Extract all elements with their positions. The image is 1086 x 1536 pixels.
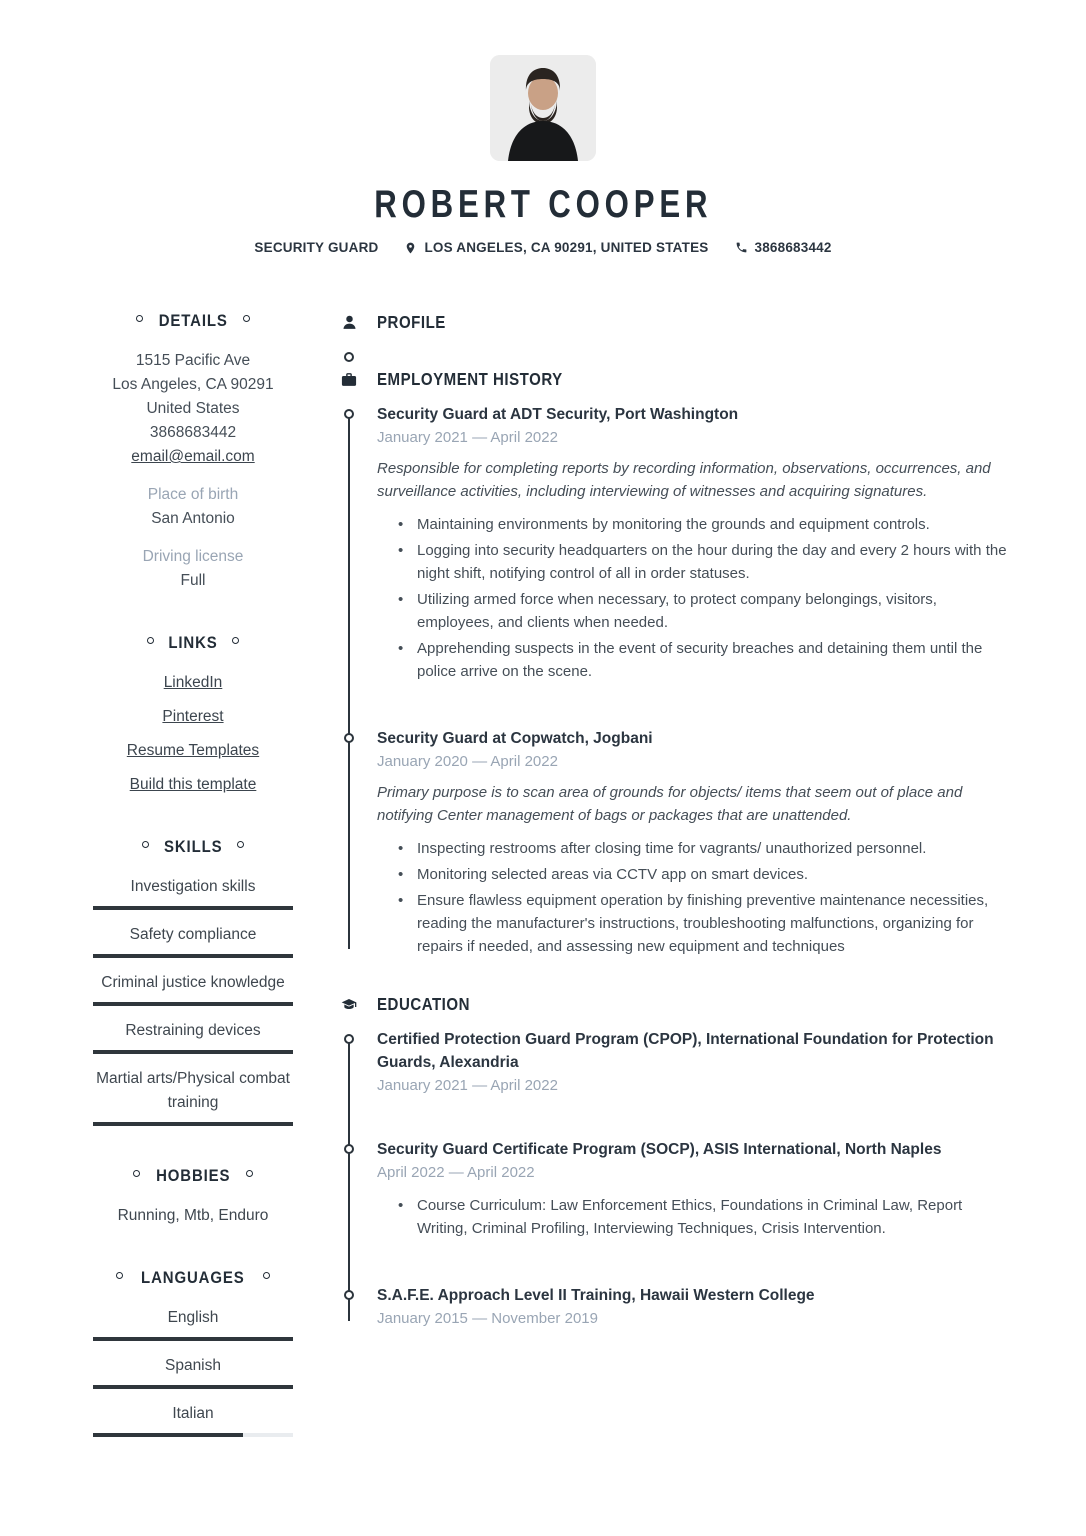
- language-item: [93, 1354, 293, 1389]
- education-section: [340, 994, 1010, 1330]
- address-line: 1515 Pacific Ave: [135, 352, 251, 369]
- ring-decoration-icon: [116, 1272, 123, 1279]
- bullet-item: • Ensure flawless equipment operation by finishing preventive maintenance necessities, reading the manufacturer's instructions, troubleshooting malfunctions, organizing for repairs if needed, and assessing new equipment and techniques: [398, 889, 1010, 958]
- profile-section: [340, 312, 1010, 333]
- skills-section: [93, 838, 293, 1126]
- employment-entries: [340, 403, 1010, 958]
- skill-item: [93, 1067, 293, 1126]
- graduation-cap-icon: [340, 997, 358, 1013]
- timeline-marker-icon: [344, 352, 354, 362]
- avatar: [490, 55, 596, 161]
- entry-title: Security Guard Certificate Program (SOCP), ASIS International, North Naples: [377, 1141, 942, 1158]
- bullet-item: • Apprehending suspects in the event of security breaches and detaining them until the police arrive on the scene.: [398, 637, 1010, 683]
- skills-title: SKILLS: [93, 838, 293, 856]
- entry-dates: January 2015 — November 2019: [377, 1310, 598, 1327]
- skill-label: Restraining devices: [125, 1022, 261, 1039]
- education-title: EDUCATION: [377, 994, 471, 1014]
- timeline-marker-icon: [344, 1144, 354, 1154]
- links-title: LINKS: [93, 634, 293, 652]
- timeline-marker-icon: [344, 1290, 354, 1300]
- briefcase-icon: [340, 371, 358, 388]
- skill-bar-fill: [93, 1385, 293, 1389]
- education-section-head: [340, 994, 1010, 1015]
- entry-dates: January 2020 — April 2022: [377, 753, 558, 770]
- education-entry: [377, 1284, 1010, 1330]
- skill-bar: [93, 954, 293, 958]
- sidebar-link[interactable]: Resume Templates: [126, 742, 260, 759]
- entry-dates: January 2021 — April 2022: [377, 429, 558, 446]
- education-entry: [377, 1138, 1010, 1284]
- ring-decoration-icon: [246, 1170, 253, 1177]
- entry-dates: January 2021 — April 2022: [377, 1077, 558, 1094]
- job-entry: [377, 403, 1010, 727]
- language-item: [93, 1402, 293, 1437]
- ring-decoration-icon: [142, 841, 149, 848]
- place-of-birth-value: San Antonio: [151, 510, 235, 527]
- location-item: LOS ANGELES, CA 90291, UNITED STATES: [404, 240, 708, 255]
- location-pin-icon: [404, 241, 417, 255]
- sidebar-link[interactable]: Pinterest: [162, 708, 224, 725]
- skill-item: [93, 875, 293, 910]
- entry-bullets: [377, 1194, 1010, 1240]
- entry-title: Security Guard at ADT Security, Port Washington: [377, 406, 739, 423]
- sidebar: [93, 312, 293, 1478]
- timeline-marker-icon: [344, 733, 354, 743]
- entry-title: Certified Protection Guard Program (CPOP), International Foundation for Protection Guards, Alexandria: [377, 1031, 994, 1071]
- entry-title: S.A.F.E. Approach Level II Training, Hawaii Western College: [377, 1287, 815, 1304]
- skill-item: [93, 923, 293, 958]
- entry-summary: Primary purpose is to scan area of grounds for objects/ items that seem out of place and notifying Center management of bags or packages that are unattended.: [377, 784, 963, 824]
- profile-title: PROFILE: [377, 312, 446, 332]
- ring-decoration-icon: [133, 1170, 140, 1177]
- ring-decoration-icon: [232, 637, 239, 644]
- entry-bullets: [377, 837, 1010, 958]
- sidebar-link[interactable]: Build this template: [129, 776, 257, 793]
- languages-section: [93, 1269, 293, 1437]
- employment-section: [340, 369, 1010, 958]
- address-block: [93, 349, 293, 421]
- skill-bar: [93, 1122, 293, 1126]
- timeline-marker-icon: [344, 409, 354, 419]
- ring-decoration-icon: [147, 637, 154, 644]
- content-columns: [0, 312, 1086, 1478]
- email-link[interactable]: email@email.com: [131, 448, 255, 465]
- education-entry: [377, 1028, 1010, 1138]
- links-section: [93, 634, 293, 797]
- phone-item: 3868683442: [735, 240, 832, 255]
- person-icon: [340, 314, 358, 331]
- skill-item: [93, 1019, 293, 1054]
- skill-bar-fill: [93, 1337, 293, 1341]
- address-line: United States: [146, 400, 240, 417]
- details-section: [93, 312, 293, 593]
- bullet-item: • Utilizing armed force when necessary, to protect company belongings, visitors, employees, and clients when needed.: [398, 588, 1010, 634]
- phone-icon: [735, 241, 748, 254]
- skill-bar-fill: [93, 906, 293, 910]
- education-entries: [340, 1028, 1010, 1330]
- skill-label: Investigation skills: [130, 878, 256, 895]
- skill-label: Criminal justice knowledge: [101, 974, 285, 991]
- language-label: Italian: [172, 1405, 214, 1422]
- place-of-birth-label: Place of birth: [147, 486, 239, 503]
- bullet-item: • Logging into security headquarters on the hour during the day and every 2 hours with the night shift, notifying control of all in order statuses.: [398, 539, 1010, 585]
- sidebar-link[interactable]: LinkedIn: [163, 674, 223, 691]
- skill-label: Martial arts/Physical combat training: [96, 1070, 290, 1111]
- profile-section-head: [340, 312, 1010, 333]
- entry-dates: April 2022 — April 2022: [377, 1164, 535, 1181]
- language-bar: [93, 1337, 293, 1341]
- skill-bar: [93, 906, 293, 910]
- skill-bar: [93, 1002, 293, 1006]
- employment-section-head: [340, 369, 1010, 390]
- timeline-marker-icon: [344, 1034, 354, 1044]
- language-item: [93, 1306, 293, 1341]
- language-bar: [93, 1385, 293, 1389]
- skills-list: [93, 875, 293, 1126]
- ring-decoration-icon: [237, 841, 244, 848]
- skill-item: [93, 971, 293, 1006]
- contact-row: [0, 240, 1086, 255]
- entry-summary: Responsible for completing reports by recording information, observations, occurrences, and surveillance activities, including interviewing of witnesses and acquiring signatures.: [377, 460, 991, 500]
- language-label: Spanish: [164, 1357, 221, 1374]
- bullet-item: • Course Curriculum: Law Enforcement Ethics, Foundations in Criminal Law, Report Writing, Criminal Profiling, Interviewing Techniques, Crisis Intervention.: [398, 1194, 1010, 1240]
- hobbies-section: [93, 1167, 293, 1228]
- skill-bar-fill: [93, 1002, 293, 1006]
- skill-bar-fill: [93, 1050, 293, 1054]
- driving-license-value: Full: [180, 572, 206, 589]
- ring-decoration-icon: [136, 315, 143, 322]
- hobbies-text: Running, Mtb, Enduro: [117, 1207, 269, 1224]
- candidate-name: ROBERT COOPER: [373, 183, 713, 226]
- ring-decoration-icon: [263, 1272, 270, 1279]
- entry-bullets: [377, 513, 1010, 683]
- bullet-item: • Monitoring selected areas via CCTV app on smart devices.: [398, 863, 1010, 886]
- profile-photo: [490, 55, 596, 161]
- links-list: [93, 671, 293, 797]
- hobbies-title: HOBBIES: [93, 1167, 293, 1185]
- bullet-item: • Inspecting restrooms after closing time for vagrants/ unauthorized personnel.: [398, 837, 1010, 860]
- ring-decoration-icon: [243, 315, 250, 322]
- languages-list: [93, 1306, 293, 1437]
- skill-label: Safety compliance: [129, 926, 257, 943]
- job-entry: [377, 727, 1010, 958]
- skill-bar-fill: [93, 1433, 243, 1437]
- entry-title: Security Guard at Copwatch, Jogbani: [377, 730, 653, 747]
- details-title: DETAILS: [93, 312, 293, 330]
- driving-license-label: Driving license: [142, 548, 244, 565]
- skill-bar-fill: [93, 1122, 293, 1126]
- details-phone: 3868683442: [149, 424, 237, 441]
- languages-title: LANGUAGES: [93, 1269, 293, 1287]
- main-column: [340, 312, 1010, 1366]
- language-bar: [93, 1433, 293, 1437]
- skill-bar: [93, 1050, 293, 1054]
- employment-title: EMPLOYMENT HISTORY: [377, 369, 563, 389]
- bullet-item: • Maintaining environments by monitoring the grounds and equipment controls.: [398, 513, 1010, 536]
- job-title-text: SECURITY GUARD: [254, 240, 379, 255]
- skill-bar-fill: [93, 954, 293, 958]
- address-line: Los Angeles, CA 90291: [112, 376, 274, 393]
- language-label: English: [167, 1309, 219, 1326]
- resume-header: [0, 0, 1086, 255]
